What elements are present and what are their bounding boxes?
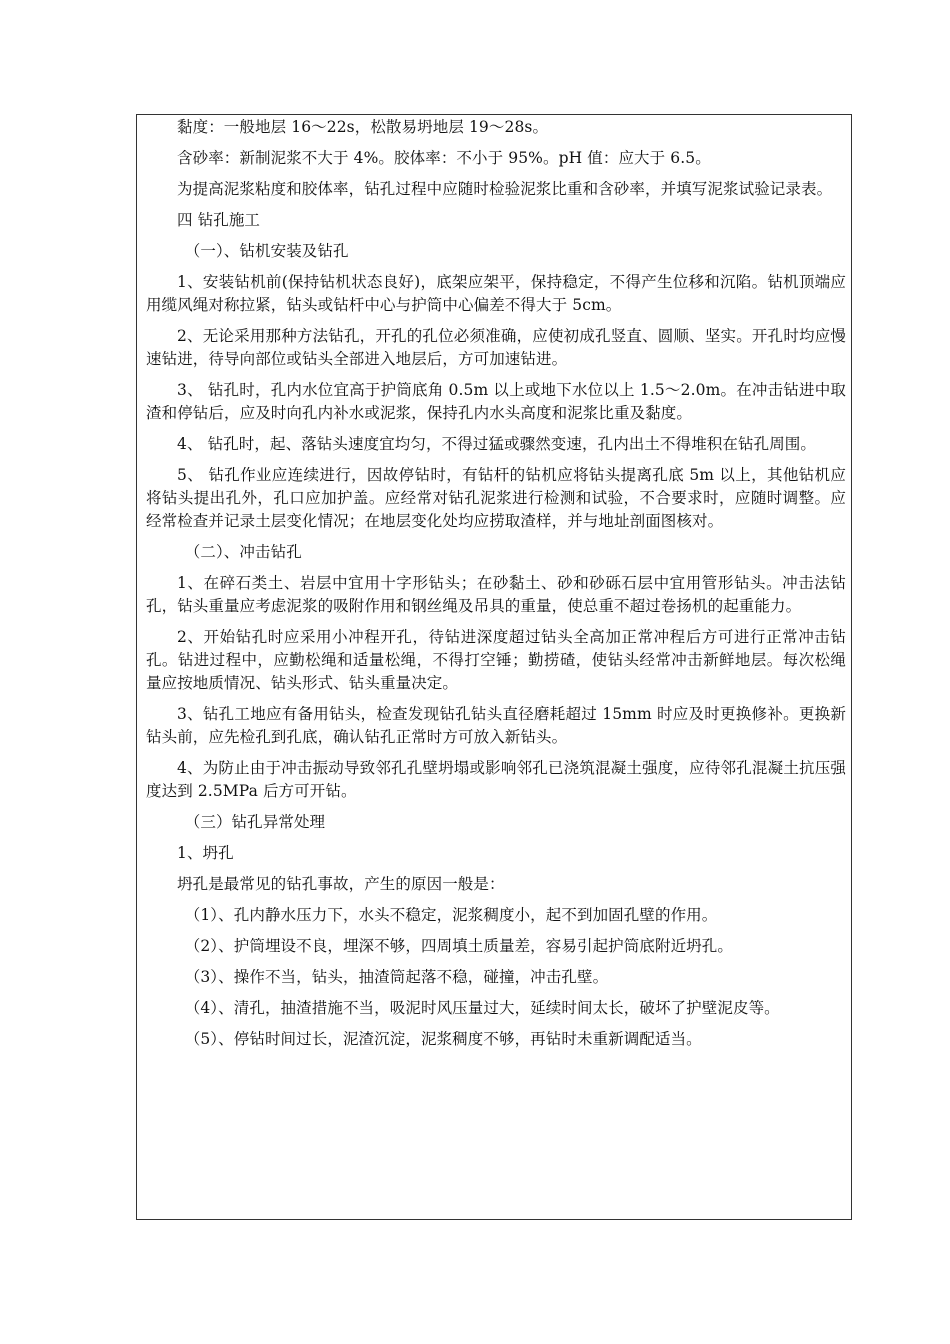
document-body [146,116,846,1059]
paragraph-item: 4、 钻孔时，起、落钻头速度宜均匀，不得过猛或骤然变速，孔内出土不得堆积在钻孔周围。 [177,435,816,453]
paragraph-sand-content: 含砂率：新制泥浆不大于 4%。胶体率：不小于 95%。pH 值：应大于 6.5。 [177,149,711,167]
subsection-heading-abnormal: （三）钻孔异常处理 [184,813,326,831]
list-item-cause: （3）、操作不当，钻头，抽渣筒起落不稳，碰撞，冲击孔壁。 [184,968,609,986]
paragraph-collapse-intro: 坍孔是最常见的钻孔事故，产生的原因一般是： [177,875,505,893]
section-heading-drilling: 四 钻孔施工 [177,211,261,229]
list-item-cause: （4）、清孔，抽渣措施不当，吸泥时风压量过大，延续时间太长，破坏了护壁泥皮等。 [184,999,780,1017]
paragraph-item: 2、无论采用那种方法钻孔，开孔的孔位必须准确，应使初成孔竖直、圆顺、坚实。开孔时均应慢速钻进，待导向部位或钻头全部进入地层后，方可加速钻进。 [146,327,846,368]
paragraph-item: 1、安装钻机前(保持钻机状态良好)，底架应架平，保持稳定，不得产生位移和沉陷。钻机顶端应用缆风绳对称拉紧，钻头或钻杆中心与护筒中心偏差不得大于 5cm。 [146,273,846,314]
paragraph-item: 1、在碎石类土、岩层中宜用十字形钻头；在砂黏土、砂和砂砾石层中宜用管形钻头。冲击法钻孔，钻头重量应考虑泥浆的吸附作用和钢丝绳及吊具的重量，使总重不超过卷扬机的起重能力。 [146,574,846,615]
paragraph-item: 2、开始钻孔时应采用小冲程开孔，待钻进深度超过钻头全高加正常冲程后方可进行正常冲击钻孔。钻进过程中，应勤松绳和适量松绳，不得打空锤；勤捞碴，使钻头经常冲击新鲜地层。每次松绳量应按地质情况、钻头形式、钻头重量决定。 [146,628,846,692]
paragraph-collapse-heading: 1、坍孔 [177,844,234,862]
paragraph-viscosity: 黏度：一般地层 16～22s，松散易坍地层 19～28s。 [177,118,549,136]
subsection-heading-percussion: （二）、冲击钻孔 [184,543,302,561]
list-item-cause: （2）、护筒埋设不良，埋深不够，四周填土质量差，容易引起护筒底附近坍孔。 [184,937,733,955]
paragraph-item: 3、 钻孔时，孔内水位宜高于护筒底角 0.5m 以上或地下水位以上 1.5～2.0m。在冲击钻进中取渣和停钻后，应及时向孔内补水或泥浆，保持孔内水头高度和泥浆比重及黏度。 [146,381,846,422]
list-item-cause: （5）、停钻时间过长，泥渣沉淀，泥浆稠度不够，再钻时未重新调配适当。 [184,1030,702,1048]
paragraph-item: 5、 钻孔作业应连续进行，因故停钻时，有钻杆的钻机应将钻头提离孔底 5m 以上，其他钻机应将钻头提出孔外，孔口应加护盖。应经常对钻孔泥浆进行检测和试验，不合要求时，应随时调整。应经常检查并记录土层变化情况；在地层变化处均应捞取渣样，并与地址剖面图核对。 [146,466,846,530]
paragraph-item: 3、钻孔工地应有备用钻头，检查发现钻孔钻头直径磨耗超过 15mm 时应及时更换修补。更换新钻头前，应先检孔到孔底，确认钻孔正常时方可放入新钻头。 [146,705,846,746]
paragraph-mud-test: 为提高泥浆粘度和胶体率，钻孔过程中应随时检验泥浆比重和含砂率，并填写泥浆试验记录表。 [177,180,833,198]
paragraph-item: 4、为防止由于冲击振动导致邻孔孔壁坍塌或影响邻孔已浇筑混凝土强度，应待邻孔混凝土抗压强度达到 2.5MPa 后方可开钻。 [146,759,846,800]
list-item-cause: （1）、孔内静水压力下，水头不稳定，泥浆稠度小，起不到加固孔壁的作用。 [184,906,718,924]
subsection-heading-rig-setup: （一）、钻机安装及钻孔 [184,242,349,260]
